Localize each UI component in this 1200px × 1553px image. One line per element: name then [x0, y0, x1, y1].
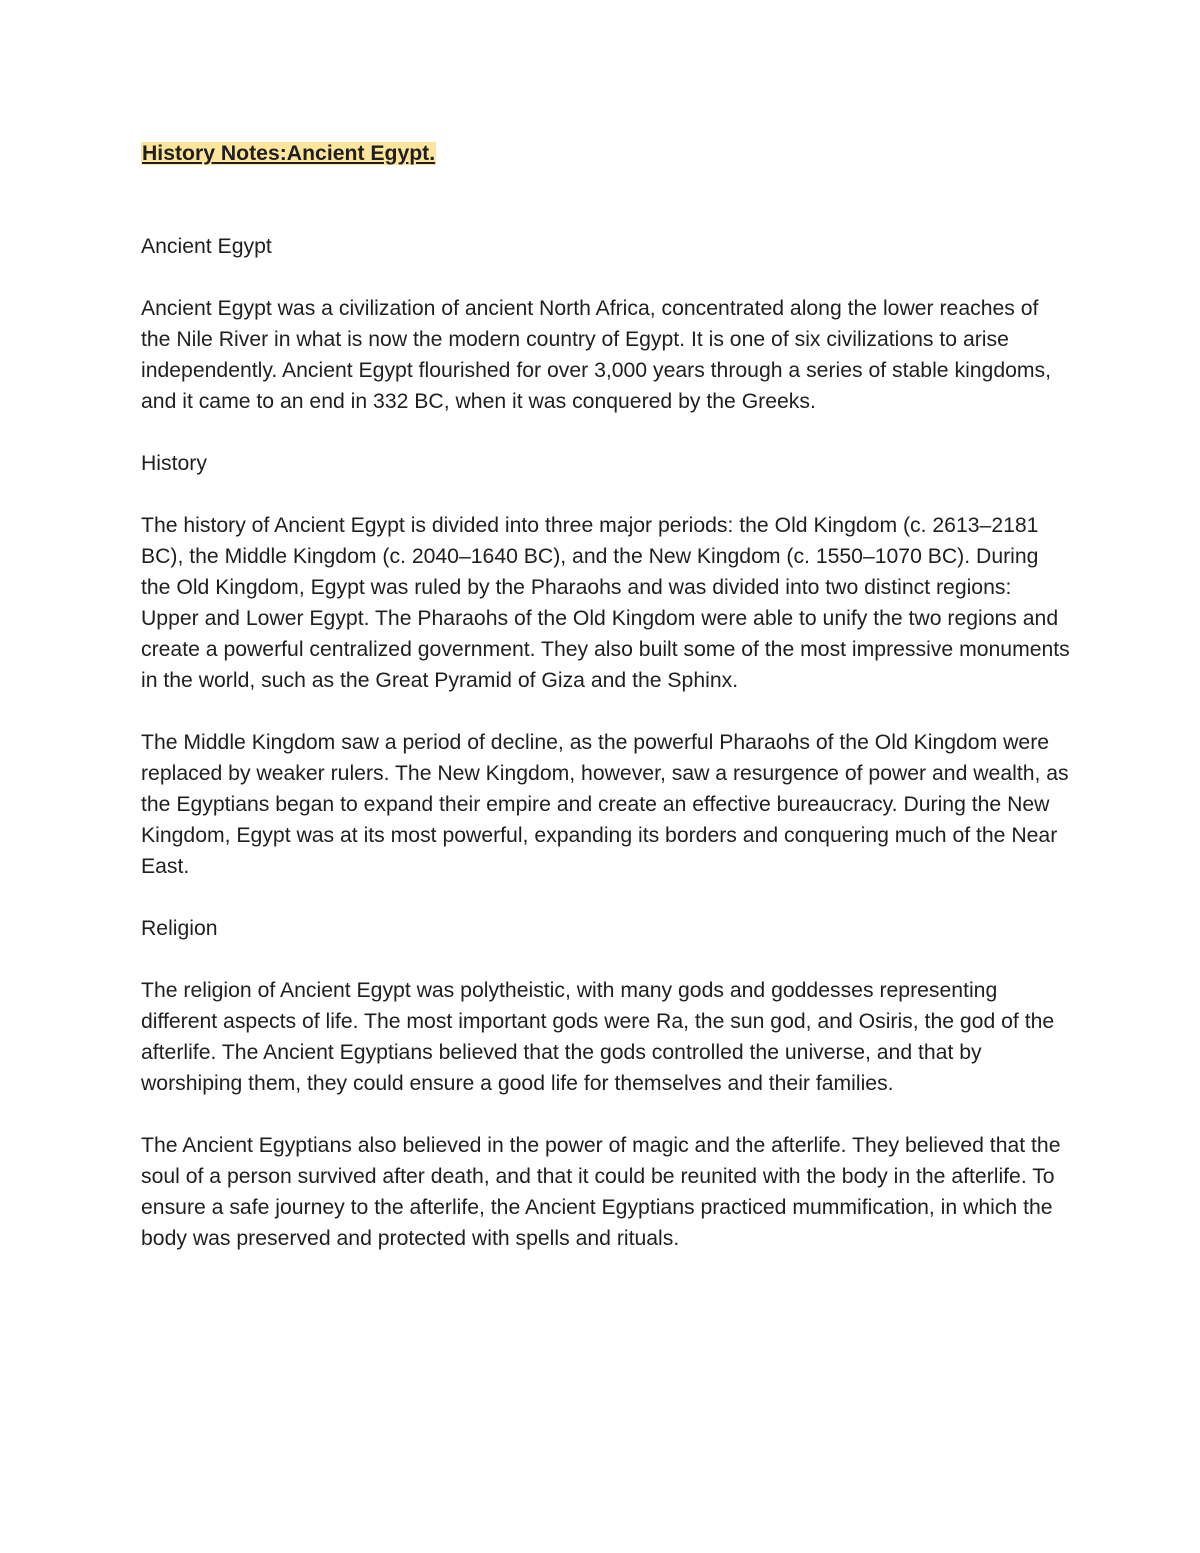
paragraph: The religion of Ancient Egypt was polytheistic, with many gods and goddesses representing different aspects of life. The most important gods were Ra, the sun god, and Osiris, the god of the afterlife. The Ancient Egyptians believed that the gods controlled the universe, and that by worshiping them, they could ensure a good life for themselves and their families. — [141, 979, 1055, 1095]
section-heading: Religion — [141, 917, 218, 940]
section-heading: Ancient Egypt — [141, 235, 272, 258]
section-history — [141, 448, 1071, 882]
title-line — [141, 138, 1071, 169]
paragraph: The history of Ancient Egypt is divided into three major periods: the Old Kingdom (c. 2613–2181 BC), the Middle Kingdom (c. 2040–1640 BC), and the New Kingdom (c. 1550–1070 BC). During the Old Kingdom, Egypt was ruled by the Pharaohs and was divided into two distinct regions: Upper and Lower Egypt. The Pharaohs of the Old Kingdom were able to unify the two regions and create a powerful centralized government. They also built some of the most impressive monuments in the world, such as the Great Pyramid of Giza and the Sphinx. — [141, 514, 1070, 692]
paragraph: Ancient Egypt was a civilization of ancient North Africa, concentrated along the lower reaches of the Nile River in what is now the modern country of Egypt. It is one of six civilizations to arise independently. Ancient Egypt flourished for over 3,000 years through a series of stable kingdoms, and it came to an end in 332 BC, when it was conquered by the Greeks. — [141, 297, 1052, 413]
paragraph: The Middle Kingdom saw a period of decline, as the powerful Pharaohs of the Old Kingdom were replaced by weaker rulers. The New Kingdom, however, saw a resurgence of power and wealth, as the Egyptians began to expand their empire and create an effective bureaucracy. During the New Kingdom, Egypt was at its most powerful, expanding its borders and conquering much of the Near East. — [141, 731, 1069, 878]
document-body — [141, 138, 1071, 1285]
paragraph: The Ancient Egyptians also believed in the power of magic and the afterlife. They believed that the soul of a person survived after death, and that it could be reunited with the body in the afterlife. To ensure a safe journey to the afterlife, the Ancient Egyptians practiced mummification, in which the body was preserved and protected with spells and rituals. — [141, 1134, 1061, 1250]
section-heading: History — [141, 452, 207, 475]
section-ancient-egypt — [141, 231, 1071, 417]
section-religion — [141, 913, 1071, 1254]
document-title: History Notes:Ancient Egypt. — [142, 142, 436, 165]
